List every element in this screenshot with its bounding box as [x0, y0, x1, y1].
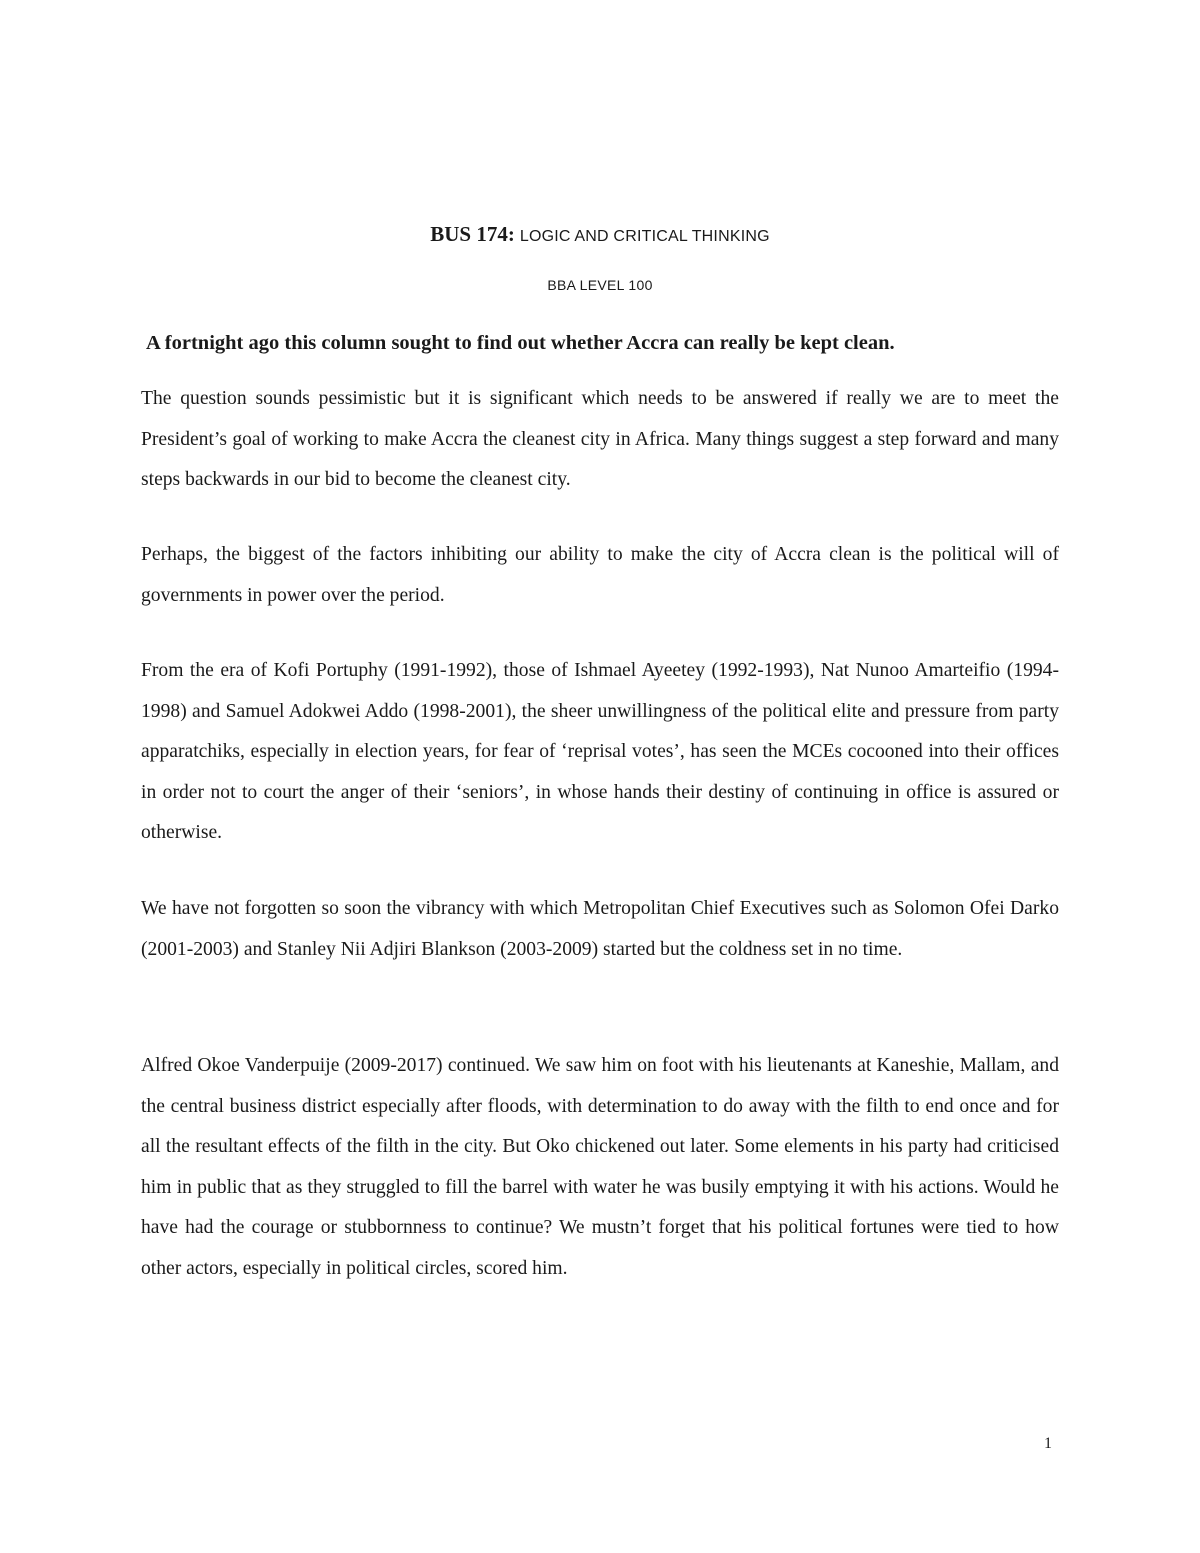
paragraph-2: Perhaps, the biggest of the factors inhibiting our ability to make the city of Accra clean is the political will of governments in power over the period.: [141, 544, 1059, 606]
paragraph-5: Alfred Okoe Vanderpuije (2009-2017) continued. We saw him on foot with his lieutenants at Kaneshie, Mallam, and the central business district especially after floods, with determination to do away with the filth to end once and for all the resultant effects of the filth in the city. But Oko chickened out later. Some elements in his party had criticised him in public that as they struggled to fill the barrel with water he was busily emptying it with his actions. Would he have had the courage or stubbornness to continue? We mustn’t forget that his political fortunes were tied to how other actors, especially in political circles, scored him.: [141, 1055, 1059, 1279]
paragraph-1: The question sounds pessimistic but it is significant which needs to be answered if really we are to meet the President’s goal of working to make Accra the cleanest city in Africa. Many things suggest a step forward and many steps backwards in our bid to become the cleanest city.: [141, 388, 1059, 490]
article-lead: A fortnight ago this column sought to find out whether Accra can really be kept clean.: [146, 332, 895, 354]
paragraph-3: From the era of Kofi Portuphy (1991-1992), those of Ishmael Ayeetey (1992-1993), Nat Nunoo Amarteifio (1994-1998) and Samuel Adokwei Addo (1998-2001), the sheer unwillingness of the political elite and pressure from party apparatchiks, especially in election years, for fear of ‘reprisal votes’, has seen the MCEs cocooned into their offices in order not to court the anger of their ‘seniors’, in whose hands their destiny of continuing in office is assured or otherwise.: [141, 660, 1059, 843]
course-name: LOGIC AND CRITICAL THINKING: [519, 228, 770, 245]
course-code: BUS 174:: [430, 222, 515, 246]
page-number: 1: [1044, 1435, 1052, 1452]
paragraph-4: We have not forgotten so soon the vibrancy with which Metropolitan Chief Executives such as Solomon Ofei Darko (2001-2003) and Stanley Nii Adjiri Blankson (2003-2009) started but the coldness set in no time.: [141, 898, 1059, 960]
course-level: BBA LEVEL 100: [547, 277, 653, 293]
course-title: [0, 220, 1200, 251]
